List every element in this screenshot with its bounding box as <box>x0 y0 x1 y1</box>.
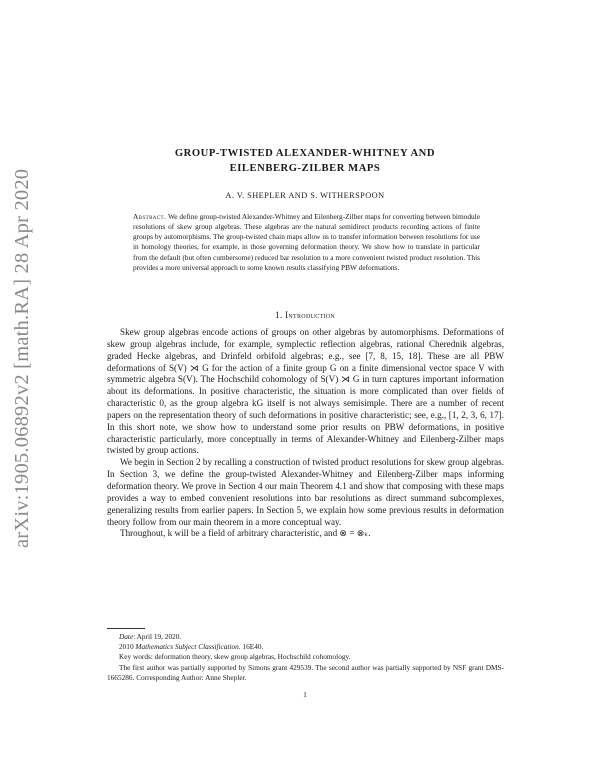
footnote-date <box>107 632 504 642</box>
paper-authors: A. V. SHEPLER AND S. WITHERSPOON <box>225 191 385 200</box>
abstract-text: We define group-twisted Alexander-Whitney and Eilenberg-Zilber maps for converting between bimodule resolutions of skew group algebras. These algebras are the natural semidirect products recording actions of finite groups by automorphisms. The group-twisted chain maps allow us to transfer information between resolutions for use in homology theories, for example, in those governing deformation theory. We show how to translate in particular from the default (but often cumbersome) reduced bar resolution to a more convenient twisted product resolution. This provides a more universal approach to some known results classifying PBW deformations. <box>133 212 480 272</box>
section-heading <box>110 310 500 320</box>
page-number: 1 <box>303 690 307 699</box>
footnote-msc-label: Mathematics Subject Classification. <box>135 642 241 652</box>
footnote-date-value: : April 19, 2020. <box>133 632 182 641</box>
paper-title-line-2: EILENBERG-ZILBER MAPS <box>229 163 381 174</box>
paper-title <box>110 146 500 176</box>
arxiv-identifier-stamp: arXiv:1905.06892v2 [math.RA] 28 Apr 2020 <box>11 168 33 548</box>
body-paragraph-1: Skew group algebras encode actions of groups on other algebras by automorphisms. Deformations of skew group algebras include, for example, symplectic reflection algebras, rational Cherednik algebras, graded Hecke algebras, and Drinfeld orbifold algebras; e.g., see [7, 8, 15, 18]. These are all PBW deformations of S(V) ⋊ G for the action of a finite group G on a finite dimensional vector space V with symmetric algebra S(V). The Hochschild cohomology of S(V) ⋊ G in turn captures important information about its deformations. In positive characteristic, the situation is more complicated than over fields of characteristic 0, as the group algebra kG itself is not always semisimple. There are a number of recent papers on the representation theory of such deformations in positive characteristic; see, e.g., [1, 2, 3, 6, 17]. In this short note, we show how to understand some prior results on PBW deformations, in positive characteristic particularly, more conceptually in terms of Alexander-Whitney and Eilenberg-Zilber maps twisted by group actions. <box>107 327 504 456</box>
footnote-msc-prefix: 2010 <box>119 642 136 652</box>
footnote-msc-value: 16E40. <box>240 642 264 652</box>
body-paragraph-3: Throughout, k will be a field of arbitrary characteristic, and ⊗ = ⊗ₖ. <box>120 528 371 539</box>
section-number: 1. <box>274 310 283 320</box>
footnote-funding: The first author was partially supported by Simons grant 429539. The second author was partially supported by NSF grant DMS-1665286. Corresponding Author: Anne Shepler. <box>107 662 504 682</box>
section-title: Introduction <box>285 310 336 320</box>
footnote-rule <box>107 628 145 629</box>
abstract <box>133 212 480 273</box>
body-text <box>107 327 504 540</box>
footnotes <box>107 632 504 683</box>
footnote-keywords: Key words: deformation theory, skew group algebras, Hochschild cohomology. <box>119 652 351 662</box>
footnote-msc <box>107 642 504 652</box>
abstract-label: Abstract. <box>133 212 167 221</box>
footnote-date-label: Date <box>119 632 134 641</box>
body-paragraph-2: We begin in Section 2 by recalling a construction of twisted product resolutions for skew group algebras. In Section 3, we define the group-twisted Alexander-Whitney and Eilenberg-Zilber maps informing deformation theory. We prove in Section 4 our main Theorem 4.1 and show that composing with these maps provides a way to embed convenient resolutions into bar resolutions as direct summand subcomplexes, generalizing results from earlier papers. In Section 5, we explain how some previous results in deformation theory follow from our main theorem in a more conceptual way. <box>107 457 504 527</box>
paper-title-line-1: GROUP-TWISTED ALEXANDER-WHITNEY AND <box>174 148 436 159</box>
